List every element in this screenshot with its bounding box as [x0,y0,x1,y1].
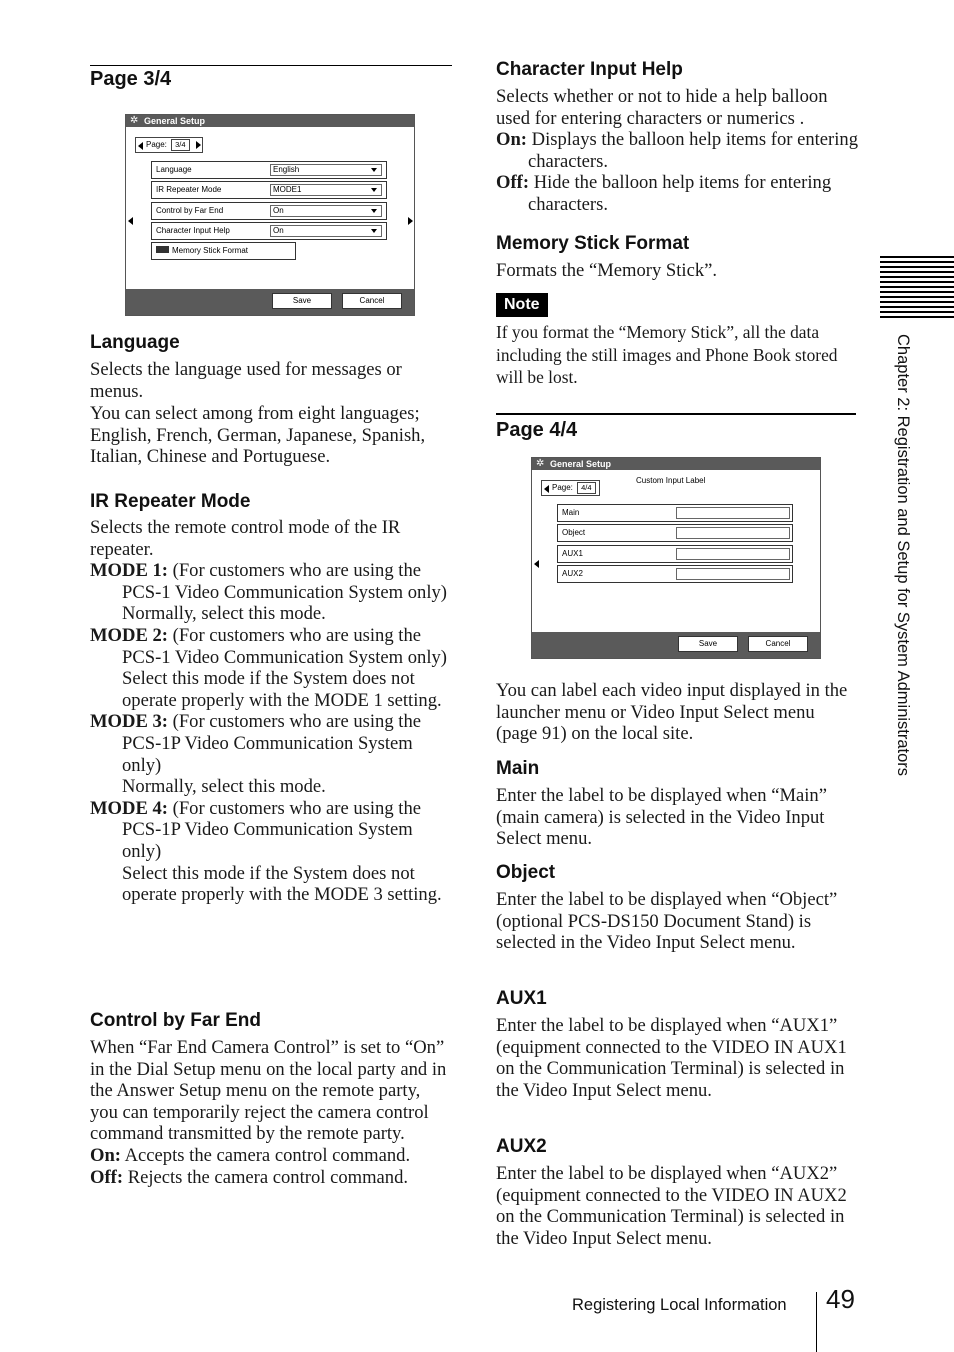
footer-divider [816,1292,817,1352]
mode4-item [90,798,452,863]
chevron-down-icon [371,168,377,172]
gear-icon: ✲ [536,458,545,469]
far-end-select[interactable] [270,205,382,217]
screen-titlebar [532,458,820,470]
ir-repeater-description [90,517,452,906]
section-rule-page34 [90,65,452,66]
paragraph: Selects the language used for messages or menus. [90,359,402,402]
heading-ir-repeater: IR Repeater Mode [90,491,251,512]
term-text: (For customers who are using the PCS-1 Video Communication System only) [122,624,447,668]
object-description: Enter the label to be displayed when “Object” (optional PCS-DS150 Document Stand) is selected in the Video Input Select menu. [496,889,838,954]
heading-language: Language [90,332,180,353]
chevron-down-icon [371,209,377,213]
paragraph: You can select among from eight languages; English, French, German, Japanese, Spanish, Italian, Chinese and Portuguese. [90,403,426,468]
term: On: [90,1144,121,1166]
setting-label: IR Repeater Mode [156,185,222,194]
mode4-note: Select this mode if the System does not operate properly with the MODE 3 setting. [122,862,442,906]
save-button[interactable]: Save [678,636,738,652]
footer-section-label: Registering Local Information [572,1296,787,1314]
page-label: Page: [146,140,167,149]
language-select[interactable] [270,164,382,176]
paragraph: Selects the remote control mode of the IR repeater. [90,517,401,560]
setting-label: Language [156,165,192,174]
heading-main: Main [496,758,540,779]
note-label: Note [496,293,548,317]
setting-label: Control by Far End [156,206,224,215]
screen-bottombar [126,289,414,315]
label-row-object[interactable] [557,524,793,542]
heading-char-input-help: Character Input Help [496,59,683,80]
heading-aux1: AUX1 [496,988,547,1009]
row-label: AUX1 [562,549,583,558]
page-next-icon[interactable] [196,141,201,149]
select-value: On [273,226,284,235]
mode1-item [90,560,452,603]
setting-row-language[interactable] [151,161,387,179]
screen-titlebar [126,115,414,127]
button-label: Memory Stick Format [172,246,249,255]
paragraph: When “Far End Camera Control” is set to “On” in the Dial Setup menu on the local party and in the Answer Setup menu on the remote party, you can temporarily reject the camera control command transmitted by the remote party. [90,1037,447,1145]
char-input-select[interactable] [270,225,382,237]
page-selector[interactable] [541,480,600,496]
term-text: Hide the balloon help items for entering characters. [528,172,832,215]
heading-far-end: Control by Far End [90,1010,261,1031]
screen-bottombar [532,632,820,658]
heading-aux2: AUX2 [496,1136,547,1157]
heading-object: Object [496,862,556,883]
memory-stick-note: If you format the “Memory Stick”, all the data including the still images and Phone Book stored will be lost. [496,322,838,387]
select-value: MODE1 [273,185,302,194]
general-setup-screen-page3 [125,114,415,316]
section-title-page44: Page 4/4 [496,419,578,441]
page-label: Page: [552,483,573,492]
aux1-label-input[interactable] [676,548,790,560]
screen-title: General Setup [144,116,206,126]
aux2-description: Enter the label to be displayed when “AUX2” (equipment connected to the VIDEO IN AUX2 on the Communication Terminal) is selected in the Video Input Select menu. [496,1163,847,1249]
far-end-description [90,1037,452,1188]
aux1-description: Enter the label to be displayed when “AUX1” (equipment connected to the VIDEO IN AUX1 on the Communication Terminal) is selected in the Video Input Select menu. [496,1015,847,1101]
chapter-title-vertical [892,334,914,854]
heading-memory-stick: Memory Stick Format [496,233,690,254]
paragraph: Selects whether or not to hide a help balloon used for entering characters or numerics . [496,86,828,129]
object-label-input[interactable] [676,527,790,539]
chevron-down-icon [371,229,377,233]
mode3-note: Normally, select this mode. [122,776,326,798]
save-button[interactable]: Save [272,293,332,309]
language-description [90,359,452,468]
char-input-help-description [496,86,858,216]
page-selector[interactable] [135,137,203,153]
select-value: On [273,206,284,215]
page-prev-icon[interactable] [138,142,143,150]
mode2-note: Select this mode if the System does not operate properly with the MODE 1 setting. [122,668,442,711]
mode1-note: Normally, select this mode. [122,603,326,625]
setting-row-char-input[interactable] [151,222,387,240]
term: Off: [90,1166,124,1188]
custom-input-label-title: Custom Input Label [636,476,706,485]
chapter-tab-stripes [880,256,954,316]
term-text: Rejects the camera control command. [123,1166,409,1188]
label-row-aux2[interactable] [557,565,793,583]
term: On: [496,129,527,151]
chapter-title: Chapter 2: Registration and Setup for System Administrators [894,334,912,777]
row-label: Main [562,508,580,517]
term: Off: [496,172,530,194]
term-text: Displays the balloon help items for entering characters. [527,129,859,172]
cancel-button[interactable]: Cancel [342,293,402,309]
cancel-button[interactable]: Cancel [748,636,808,652]
scroll-right-icon[interactable] [408,217,413,225]
scroll-left-icon[interactable] [128,217,133,225]
memory-stick-description: Formats the “Memory Stick”. [496,260,718,281]
main-description: Enter the label to be displayed when “Main” (main camera) is selected in the Video Input Select menu. [496,785,827,850]
setting-label: Character Input Help [156,226,230,235]
term-text: Accepts the camera control command. [121,1144,411,1166]
mode2-item [90,625,452,668]
term: MODE 1: [90,560,168,582]
ir-repeater-select[interactable] [270,184,382,196]
term-text: (For customers who are using the PCS-1P Video Communication System only) [122,797,422,862]
page-number-field: 3/4 [171,139,189,151]
page4-intro: You can label each video input displayed in the launcher menu or Video Input Select menu (page 91) on the local site. [496,680,848,745]
page-prev-icon[interactable] [544,485,549,493]
chevron-down-icon [371,188,377,192]
char-help-on-item [496,129,858,172]
term: MODE 4: [90,797,168,819]
select-value: English [273,165,300,174]
aux2-label-input[interactable] [676,568,790,580]
memory-stick-format-button[interactable] [151,242,296,260]
row-label: AUX2 [562,569,583,578]
far-end-on-item [90,1145,452,1167]
term: MODE 2: [90,624,168,646]
row-label: Object [562,528,586,537]
term: MODE 3: [90,711,168,733]
page-number: 49 [826,1284,855,1314]
mode3-item [90,711,452,776]
far-end-off-item [90,1167,452,1189]
gear-icon: ✲ [130,115,139,126]
general-setup-screen-page4 [531,457,821,659]
section-rule-page44 [496,413,856,415]
setting-row-ir-repeater[interactable] [151,181,387,199]
char-help-off-item [496,172,858,215]
setting-row-far-end[interactable] [151,202,387,220]
main-label-input[interactable] [676,507,790,519]
scroll-left-icon[interactable] [534,560,539,568]
memory-stick-icon [156,246,169,253]
screen-title: General Setup [550,459,612,469]
page-number-field: 4/4 [577,482,595,494]
label-row-main[interactable] [557,504,793,522]
term-text: (For customers who are using the PCS-1 Video Communication System only) [122,560,447,603]
term-text: (For customers who are using the PCS-1P Video Communication System only) [122,711,422,776]
section-title-page34: Page 3/4 [90,68,172,90]
label-row-aux1[interactable] [557,545,793,563]
